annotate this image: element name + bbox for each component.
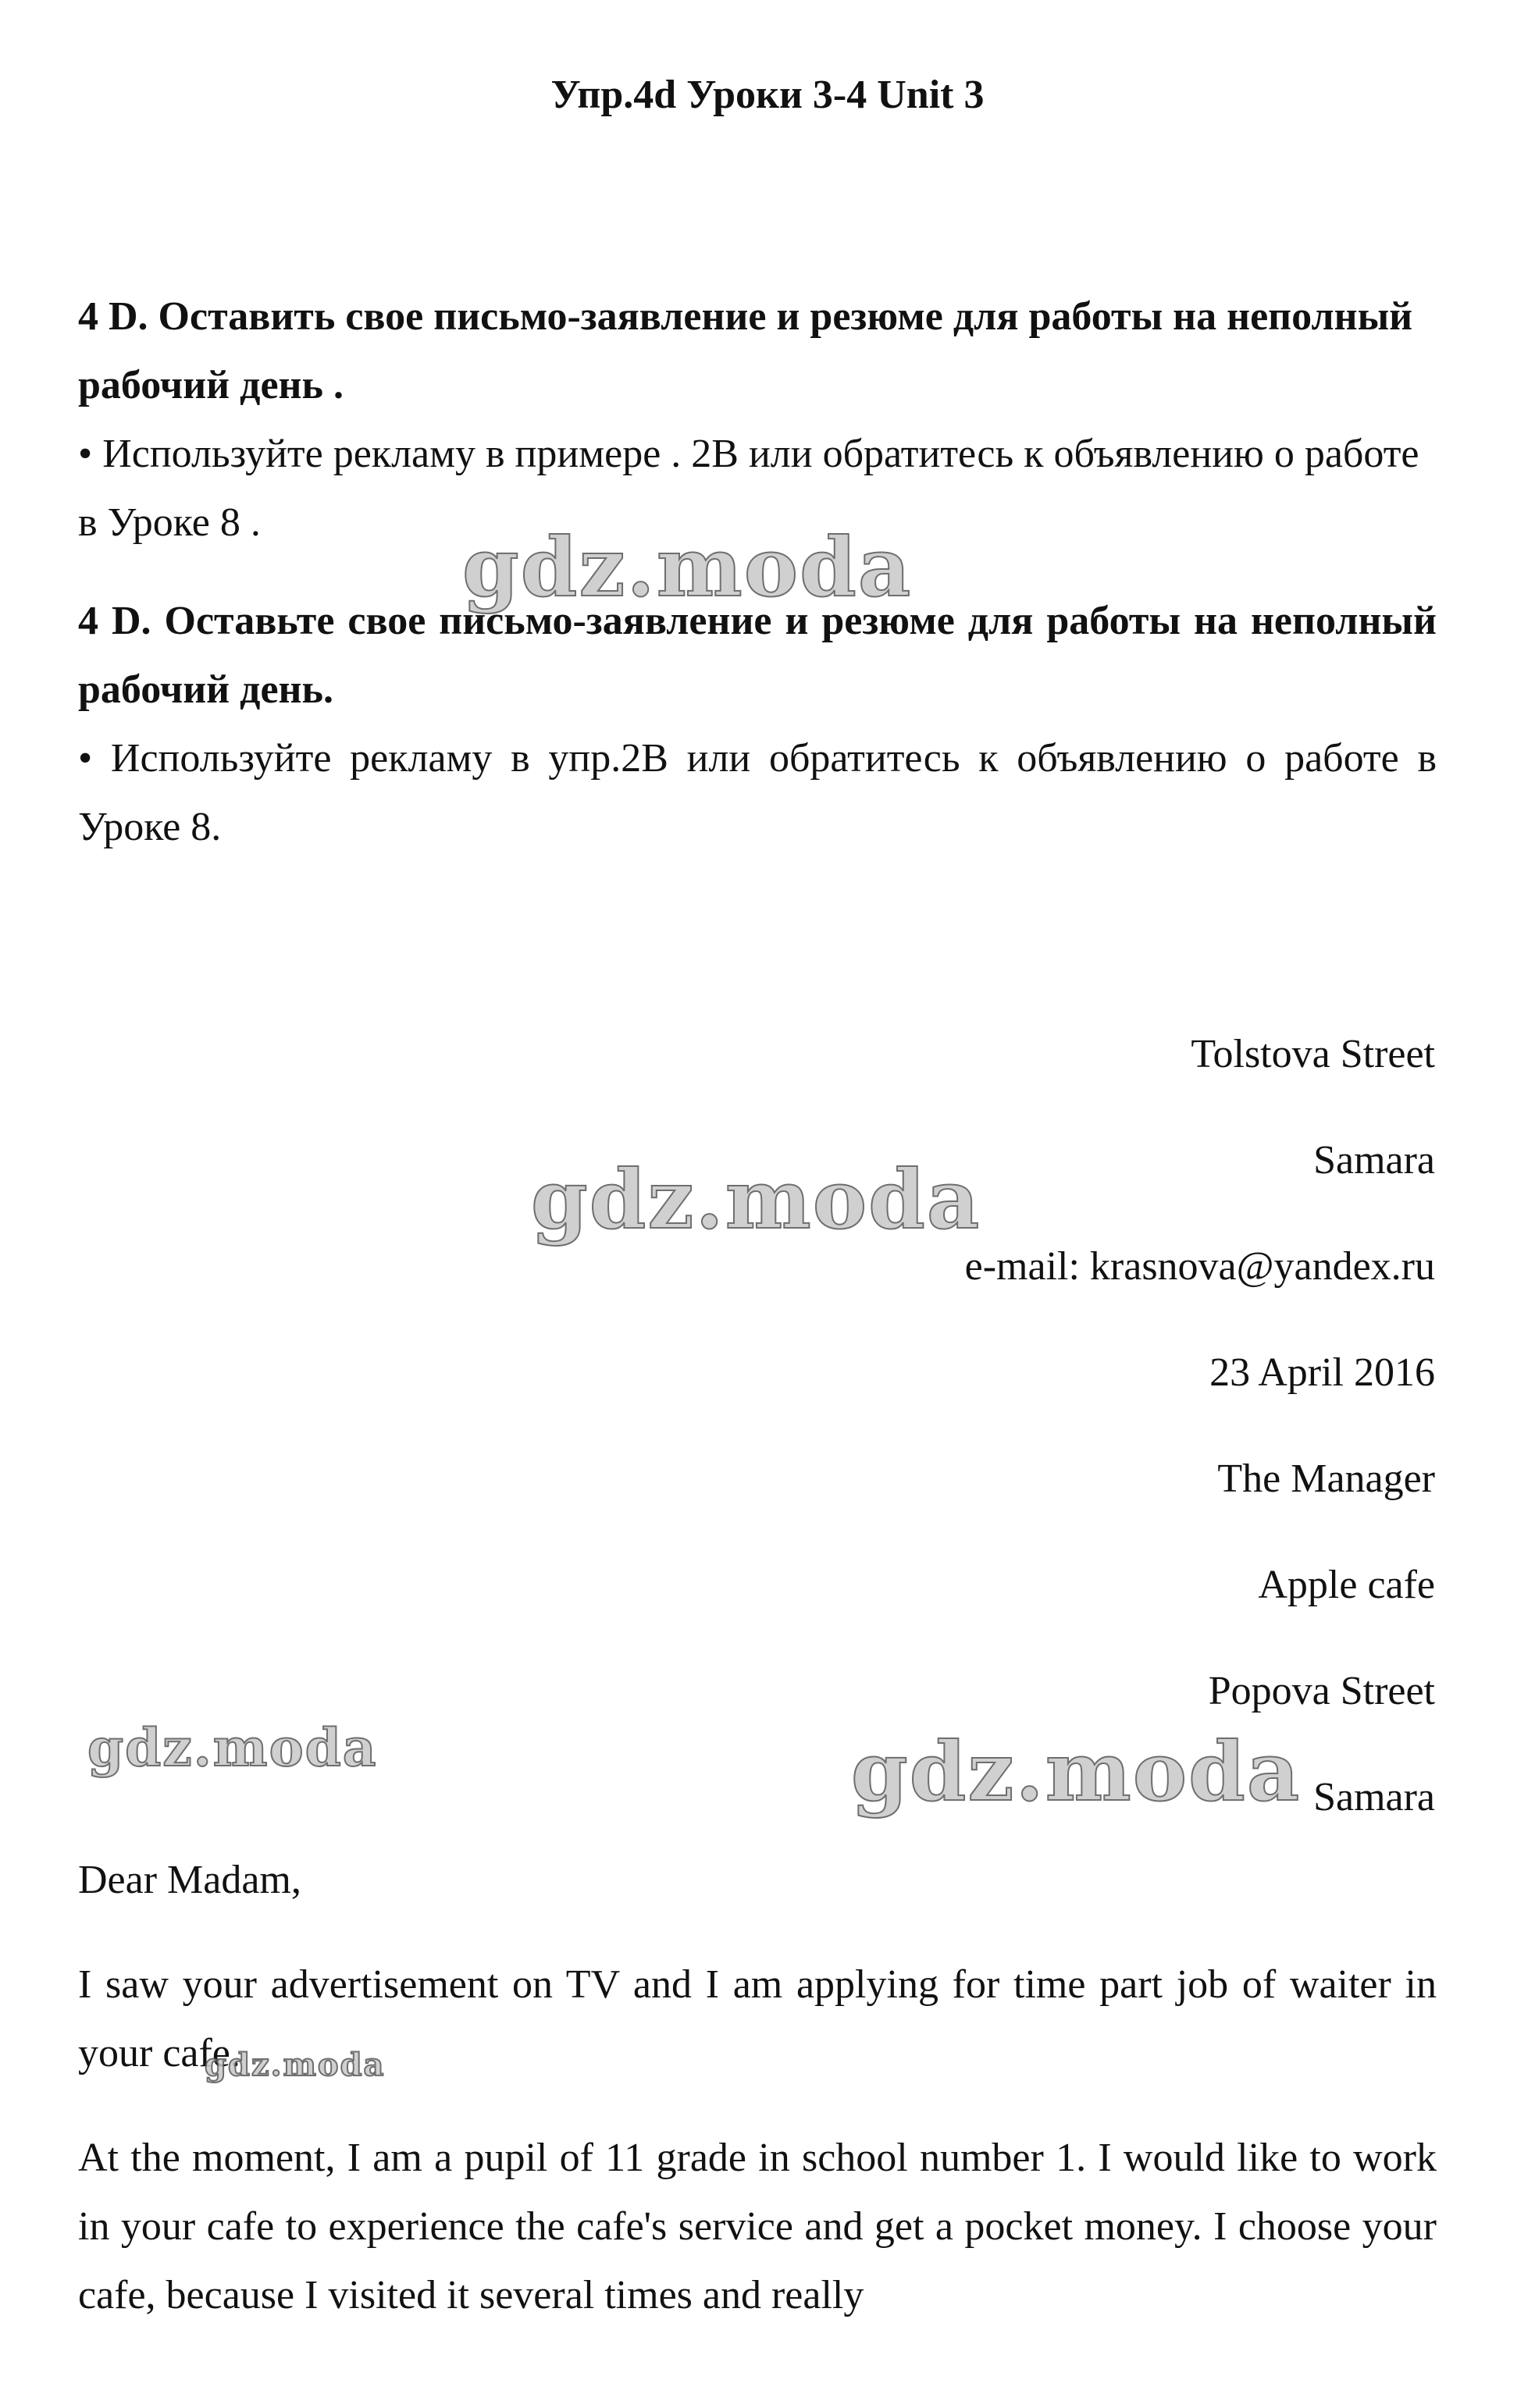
task-corrected-heading: 4 D. Оставьте свое письмо-заявление и резюме для работы на неполный рабочий день.	[78, 599, 1437, 712]
watermark-logo: gdz.moda	[531, 1151, 981, 1247]
task-original-instruction: • Используйте рекламу в примере . 2B или обратитесь к объявлению о работе в Уроке 8 .	[78, 432, 1419, 545]
watermark-logo: gdz.moda	[851, 1723, 1302, 1819]
task-corrected	[78, 587, 1437, 862]
sender-city: Samara	[1313, 1138, 1435, 1183]
letter-date: 23 April 2016	[1209, 1350, 1435, 1395]
sender-email: e-mail: krasnova@yandex.ru	[964, 1244, 1435, 1289]
recipient-city: Samara	[1313, 1775, 1435, 1819]
watermark-logo: gdz.moda	[87, 1717, 378, 1778]
task-corrected-instruction: • Используйте рекламу в упр.2B или обратитесь к объявлению о работе в Уроке 8.	[78, 736, 1437, 849]
letter-salutation: Dear Madam,	[78, 1858, 301, 1902]
recipient-title: The Manager	[1217, 1457, 1435, 1501]
watermark-logo: gdz.moda	[205, 2047, 386, 2083]
recipient-company: Apple cafe	[1258, 1563, 1435, 1607]
watermark-logo: gdz.moda	[462, 519, 913, 615]
letter-paragraph-1: I saw your advertisement on TV and I am applying for time part job of waiter in your cafe.	[78, 1962, 1437, 2075]
page-title: Упр.4d Уроки 3-4 Unit 3	[550, 73, 985, 117]
task-original	[78, 283, 1437, 557]
sender-street: Tolstova Street	[1191, 1032, 1435, 1076]
recipient-street: Popova Street	[1208, 1669, 1435, 1713]
letter-paragraph-2: At the moment, I am a pupil of 11 grade in school number 1. I would like to work in your cafe to experience the cafe's service and get a pocket money. I choose your cafe, because I visited it several times and really	[78, 2136, 1437, 2317]
task-original-heading: 4 D. Оставить свое письмо-заявление и резюме для работы на неполный рабочий день .	[78, 294, 1413, 407]
